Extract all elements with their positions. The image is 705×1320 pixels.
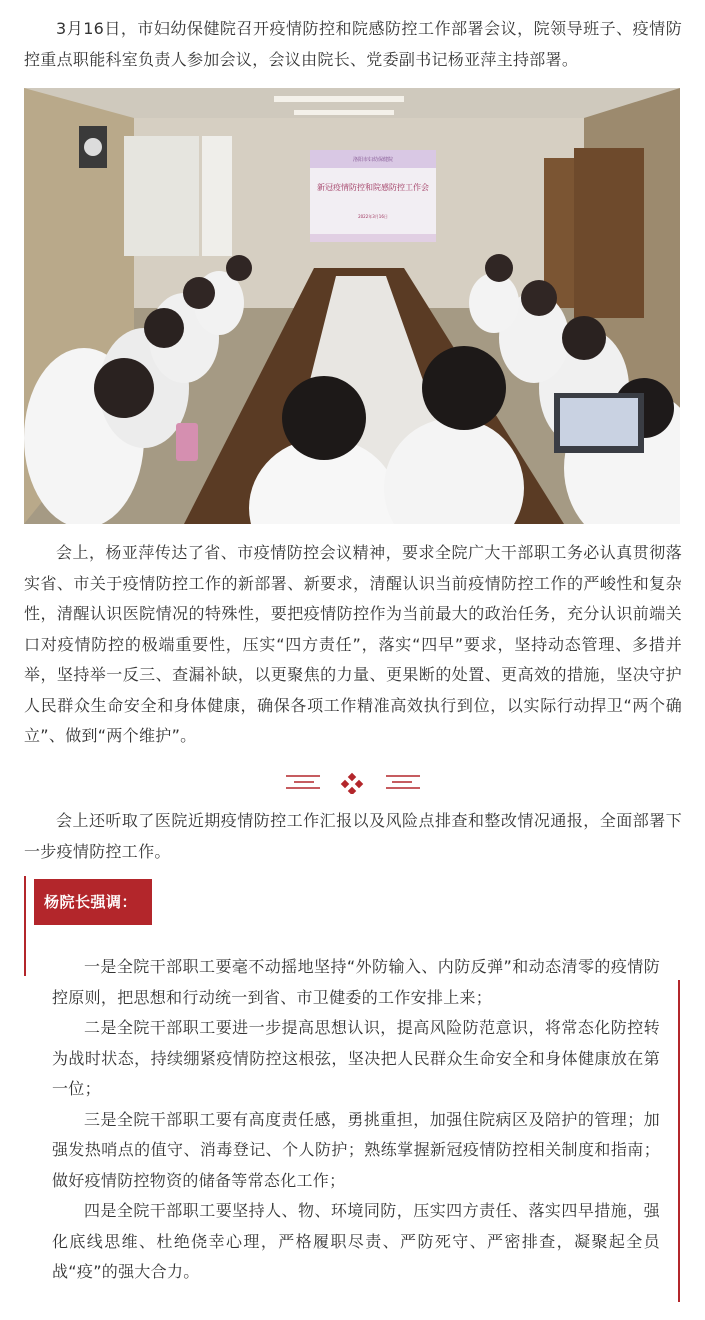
point-item: 三是全院干部职工要有高度责任感，勇挑重担，加强住院病区及陪护的管理；加强发热哨点的值守、消毒登记、个人防护；熟练掌握新冠疫情防控相关制度和指南；做好疫情防控物资的储备等常态化工作； [52, 1109, 660, 1190]
section-left-rule [24, 876, 26, 976]
main-paragraph: 会上，杨亚萍传达了省、市疫情防控会议精神，要求全院广大干部职工务必认真贯彻落实省、市关于疫情防控工作的新部署、新要求，清醒认识当前疫情防控工作的严峻性和复杂性，清醒认识医院情况的特殊性，要把疫情防控作为当前最大的政治任务，充分认识前端关口对疫情防控的极端重要性，压实“四方责任”，落实“四早”要求，坚持动态管理、多措并举，坚持举一反三、查漏补缺，以更聚焦的力量、更果断的处置、更高效的措施，坚决守护人民群众生命安全和身体健康，确保各项工作精准高效执行到位，以实际行动捍卫“两个确立”、做到“两个维护”。 [24, 543, 682, 745]
screen-title-text: 新冠疫情防控和院感防控工作会 [317, 183, 429, 192]
section-divider [280, 770, 430, 794]
point-item: 四是全院干部职工要坚持人、物、环境同防，压实四方责任、落实四早措施，强化底线思维、杜绝侥幸心理，严格履职尽责、严防死守、严密排查，凝聚起全员战“疫”的强大合力。 [52, 1201, 660, 1281]
report-paragraph: 会上还听取了医院近期疫情防控工作汇报以及风险点排查和整改情况通报，全面部署下一步疫情防控工作。 [24, 811, 682, 861]
meeting-photo [24, 88, 680, 524]
screen-date-text: 2022年3月16日 [358, 214, 388, 219]
intro-paragraph: 3月16日，市妇幼保健院召开疫情防控和院感防控工作部署会议，院领导班子、疫情防控重点职能科室负责人参加会议，会议由院长、党委副书记杨亚萍主持部署。 [24, 19, 682, 69]
point-item: 二是全院干部职工要进一步提高思想认识，提高风险防范意识，将常态化防控转为战时状态，持续绷紧疫情防控这根弦，坚决把人民群众生命安全和身体健康放在第一位； [52, 1018, 660, 1098]
section-header: 杨院长强调： [34, 879, 152, 925]
screen-header-text: 洛阳市妇幼保健院 [352, 157, 394, 163]
diamond-ornament-icon [341, 773, 363, 794]
point-item: 一是全院干部职工要毫不动摇地坚持“外防输入、内防反弹”和动态清零的疫情防控原则，把思想和行动统一到省、市卫健委的工作安排上来； [52, 957, 660, 1007]
section-right-rule [678, 980, 680, 1302]
emphasis-points [52, 952, 660, 1288]
